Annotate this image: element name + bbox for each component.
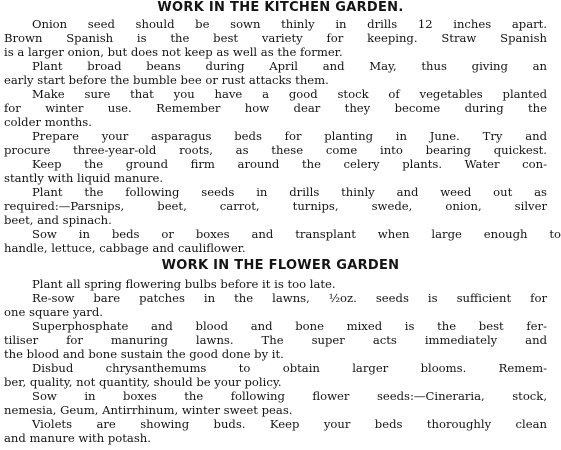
- flower-line: Sow in boxes the following flower seeds:—Cineraria, stock,: [32, 389, 547, 403]
- flower-line: the blood and bone sustain the good done by it.: [4, 347, 284, 361]
- flower-line: tiliser for manuring lawns. The super acts immediately and: [4, 333, 547, 347]
- flower-garden-heading: WORK IN THE FLOWER GARDEN: [161, 258, 400, 273]
- flower-line: Violets are showing buds. Keep your beds thoroughly clean: [32, 417, 547, 431]
- kitchen-line: early start before the bumble bee or rust attacks them.: [4, 73, 329, 87]
- kitchen-line: procure three-year-old roots, as these come into bearing quickest.: [4, 143, 547, 157]
- kitchen-line: Plant the following seeds in drills thinly and weed out as: [32, 185, 547, 199]
- flower-line: nemesia, Geum, Antirrhinum, winter sweet peas.: [4, 403, 293, 417]
- flower-line: Re-sow bare patches in the lawns, ½oz. seeds is sufficient for: [32, 291, 547, 305]
- flower-line: ber, quality, not quantity, should be your policy.: [4, 375, 282, 389]
- kitchen-line: required:—Parsnips, beet, carrot, turnips, swede, onion, silver: [4, 199, 547, 213]
- kitchen-line: Brown Spanish is the best variety for keeping. Straw Spanish: [4, 31, 547, 45]
- kitchen-line: for winter use. Remember how dear they become during the: [4, 101, 547, 115]
- kitchen-line: Keep the ground firm around the celery plants. Water con-: [32, 157, 547, 171]
- kitchen-line: Plant broad beans during April and May, thus giving an: [32, 59, 547, 73]
- kitchen-line: Onion seed should be sown thinly in drills 12 inches apart.: [32, 17, 547, 31]
- kitchen-line: Prepare your asparagus beds for planting in June. Try and: [32, 129, 547, 143]
- kitchen-garden-heading: WORK IN THE KITCHEN GARDEN.: [157, 0, 404, 15]
- flower-line: one square yard.: [4, 305, 103, 319]
- kitchen-line: colder months.: [4, 115, 92, 129]
- kitchen-line: is a larger onion, but does not keep as well as the former.: [4, 45, 343, 59]
- flower-line: Disbud chrysanthemums to obtain larger blooms. Remem-: [32, 361, 547, 375]
- kitchen-line: beet, and spinach.: [4, 213, 112, 227]
- flower-line: and manure with potash.: [4, 431, 151, 445]
- kitchen-line: handle, lettuce, cabbage and cauliflower.: [4, 241, 246, 255]
- flower-line: Superphosphate and blood and bone mixed is the best fer-: [32, 319, 547, 333]
- kitchen-line: stantly with liquid manure.: [4, 171, 164, 185]
- kitchen-line: Sow in beds or boxes and transplant when large enough to: [32, 227, 561, 241]
- kitchen-line: Make sure that you have a good stock of vegetables planted: [32, 87, 547, 101]
- flower-line: Plant all spring flowering bulbs before it is too late.: [32, 277, 336, 291]
